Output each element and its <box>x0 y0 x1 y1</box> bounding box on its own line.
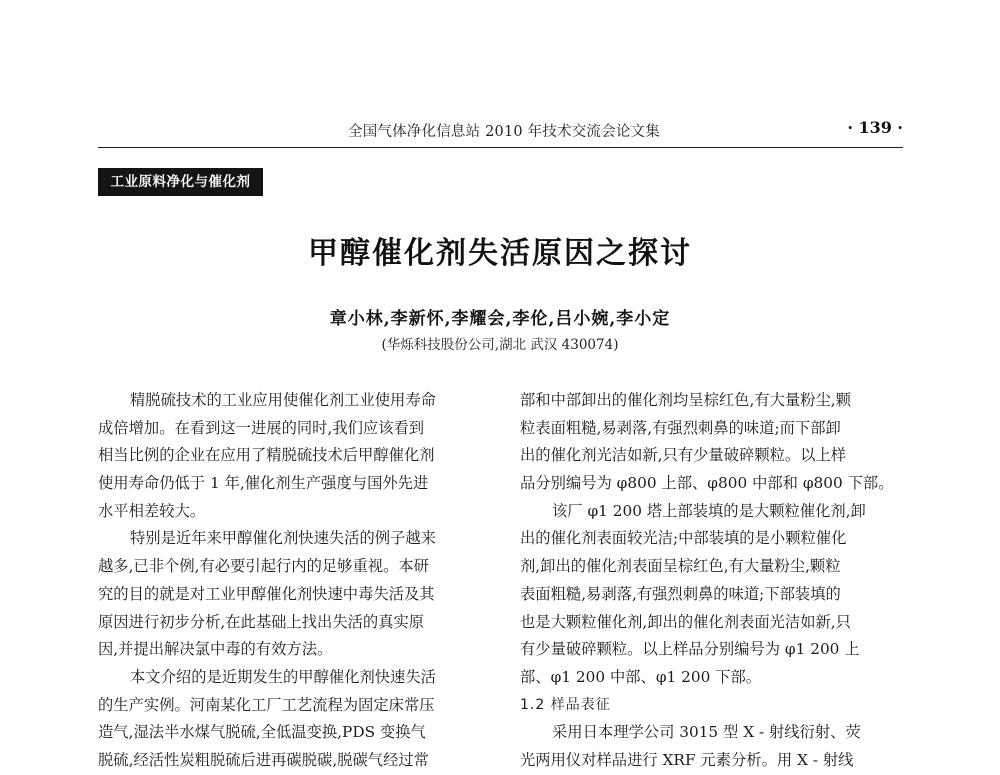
text-line: 相当比例的企业在应用了精脱硫技术后甲醇催化剂 <box>98 446 435 465</box>
text-line: 有少量破碎颗粒。以上样品分别编号为 φ1 200 上 <box>520 640 860 659</box>
text-line: 本文介绍的是近期发生的甲醇催化剂快速失活 <box>130 667 436 686</box>
text-line: 特别是近年来甲醇催化剂快速失活的例子越来 <box>130 529 436 548</box>
section-tag: 工业原料净化与催化剂 <box>98 168 263 196</box>
text-line: 水平相差较大。 <box>98 501 206 520</box>
text-line: 表面粗糙,易剥落,有强烈刺鼻的味道;下部装填的 <box>520 584 841 603</box>
text-line: 剂,卸出的催化剂表面呈棕红色,有大量粉尘,颗粒 <box>520 557 841 576</box>
text-line: 究的目的就是对工业甲醇催化剂快速中毒失活及其 <box>98 584 435 603</box>
left-column <box>98 387 483 775</box>
text-line: 造气,湿法半水煤气脱硫,全低温变换,PDS 变换气 <box>98 723 426 742</box>
text-line: 原因进行初步分析,在此基础上找出失活的真实原 <box>98 612 425 631</box>
text-line: 出的催化剂光洁如新,只有少量破碎颗粒。以上样 <box>520 446 847 465</box>
page-number: · 139 · <box>847 118 903 137</box>
paper-title: 甲醇催化剂失活原因之探讨 <box>308 236 692 271</box>
text-line: 粒表面粗糙,易剥落,有强烈刺鼻的味道;而下部卸 <box>520 418 841 437</box>
text-line: 品分别编号为 φ800 上部、φ800 中部和 φ800 下部。 <box>520 474 894 493</box>
text-line: 出的催化剂表面较光洁;中部装填的是小颗粒催化 <box>520 529 847 548</box>
running-header <box>98 118 903 144</box>
text-line: 精脱硫技术的工业应用使催化剂工业使用寿命 <box>130 391 436 409</box>
text-line: 使用寿命仍低于 1 年,催化剂生产强度与国外先进 <box>98 474 429 493</box>
text-line: 的生产实例。河南某化工厂工艺流程为固定床常压 <box>98 695 435 714</box>
text-line: 采用日本理学公司 3015 型 X - 射线衍射、荧 <box>552 723 861 742</box>
text-line: 光两用仪对样品进行 XRF 元素分析。用 X - 射线 <box>520 750 854 769</box>
text-line: 因,并提出解决氯中毒的有效方法。 <box>98 640 333 659</box>
text-line: 也是大颗粒催化剂,卸出的催化剂表面光洁如新,只 <box>520 612 851 631</box>
running-title: 全国气体净化信息站 2010 年技术交流会论文集 <box>348 124 660 140</box>
text-line: 脱硫,经活性炭粗脱硫后进再碳脱碳,脱碳气经过常 <box>98 750 429 769</box>
text-line: 越多,已非个例,有必要引起行内的足够重视。本研 <box>98 557 429 576</box>
right-column <box>520 387 905 775</box>
section-subheading: 1.2 样品表征 <box>520 696 611 713</box>
text-line: 部和中部卸出的催化剂均呈棕红色,有大量粉尘,颗 <box>520 391 851 409</box>
authors: 章小林,李新怀,李耀会,李伦,吕小婉,李小定 <box>329 309 671 329</box>
text-line: 成倍增加。在看到这一进展的同时,我们应该看到 <box>98 418 425 437</box>
affiliation: (华烁科技股份公司,湖北 武汉 430074) <box>381 337 619 353</box>
text-line: 该厂 φ1 200 塔上部装填的是大颗粒催化剂,卸 <box>552 501 866 520</box>
text-line: 部、φ1 200 中部、φ1 200 下部。 <box>520 667 762 686</box>
header-rule <box>98 147 903 148</box>
